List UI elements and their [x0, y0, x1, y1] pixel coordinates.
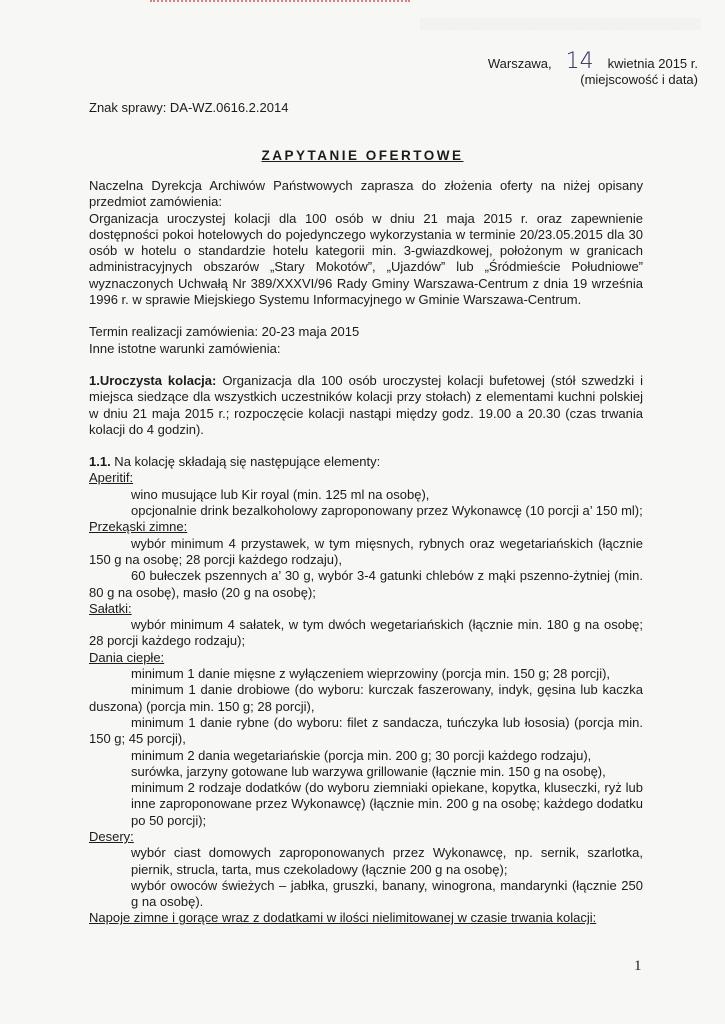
hot-dishes-item-2: [89, 682, 643, 715]
desserts-item-2: wybór owoców świeżych – jabłka, gruszki, banany, winogrona, mandarynki (łącznie 250 g na osobę).: [131, 877, 643, 910]
hot-dishes-item-1-text: minimum 1 danie mięsne z wyłączeniem wieprzowiny (porcja min. 150 g; 28 porcji),: [131, 666, 611, 682]
intro-paragraph-1: Naczelna Dyrekcja Archiwów Państwowych zaprasza do złożenia oferty na niżej opisany przedmiot zamówienia:: [89, 178, 643, 210]
section-1-1-number: 1.1.: [89, 454, 111, 470]
drinks-line: Napoje zimne i gorące wraz z dodatkami w ilości nielimitowanej w czasie trwania kolacji:: [89, 910, 597, 926]
aperitif-item-2-text: opcjonalnie drink bezalkoholowy zaproponowany przez Wykonawcę (10 porcji a’ 150 ml);: [131, 503, 643, 519]
hot-dishes-item-3-text: minimum 1 danie rybne (do wyboru: filet z sandacza, tuńczyka lub łososia) (porcja min. 150 g; 45 porcji),: [89, 714, 643, 747]
hot-dishes-item-5: [89, 764, 643, 780]
hot-dishes-label: Dania ciepłe:: [89, 649, 165, 665]
city: Warszawa,: [487, 56, 552, 71]
salads-item-1-text: wybór minimum 4 sałatek, w tym dwóch wegetariańskich (łącznie min. 180 g na osobę; 28 porcji każdego rodzaju);: [89, 617, 643, 649]
cold-starters-item-1: [89, 536, 643, 569]
bleed-through: ▒▒▒▒▒▒▒▒▒▒▒▒▒▒▒▒▒▒▒▒▒▒▒▒▒▒▒▒▒▒▒▒▒▒▒▒: [420, 18, 701, 30]
case-reference: Znak sprawy: DA-WZ.0616.2.2014: [89, 100, 289, 115]
cold-starters-item-2: [89, 568, 643, 601]
hot-dishes-item-4: [89, 748, 643, 764]
terms-line-2: Inne istotne warunki zamówienia:: [89, 340, 281, 356]
section-1-1-heading: Na kolację składają się następujące elementy:: [110, 454, 381, 470]
document-title: ZAPYTANIE OFERTOWE: [261, 148, 464, 163]
page-number: 1: [634, 958, 642, 974]
desserts-item-1: wybór ciast domowych zaproponowanych przez Wykonawcę, np. sernik, szarlotka, piernik, strucla, tarta, mus czekoladowy (łącznie 200 g na osobę);: [131, 845, 643, 877]
salads-item-1: [89, 617, 643, 650]
salads-label: Sałatki:: [89, 600, 132, 616]
desserts-label: Desery:: [89, 828, 134, 844]
aperitif-item-1: wino musujące lub Kir royal (min. 125 ml na osobę),: [131, 486, 430, 502]
cold-starters-item-1-text: wybór minimum 4 przystawek, w tym mięsnych, rybnych oraz wegetariańskich (łącznie 150 g na osobę; 28 porcji każdego rodzaju),: [89, 535, 643, 567]
handwritten-day: 14: [565, 49, 594, 74]
section-1-1: [89, 454, 643, 470]
document-body: [89, 178, 643, 927]
date-block: [438, 49, 698, 88]
section-1: [89, 373, 643, 438]
intro-paragraph-2: Organizacja uroczystej kolacji dla 100 osób w dniu 21 maja 2015 r. oraz zapewnienie dostępności pokoi hotelowych do pojedynczego wykorzystania w terminie 20/23.05.2015 dla 30 osób w hotelu o standardzie hotelu kategorii min. 3-gwiazdkowej, położonym w granicach administracyjnych obszarów „Stary Mokotów”, „Ujazdów” lub „Śródmieście Południowe” wyznaczonych Uchwałą Nr 389/XXXVI/96 Rady Gminy Warszawa-Centrum z dnia 19 września 1996 r. w sprawie Miejskiego Systemu Informacyjnego w Gminie Warszawa-Centrum.: [89, 210, 643, 308]
hot-dishes-item-4-text: minimum 2 dania wegetariańskie (porcja min. 200 g; 30 porcji każdego rodzaju),: [131, 747, 592, 763]
section-1-text: Organizacja dla 100 osób uroczystej kolacji bufetowej (stół szwedzki i miejsca siedzące dla wszystkich uczestników kolacji przy stołach) z elementami kuchni polskiej w dniu 21 maja 2015 r.; rozpoczęcie kolacji nastąpi między godz. 19.00 a 20.30 (czas trwania kolacji do 4 godzin).: [89, 372, 643, 437]
aperitif-label: Aperitif:: [89, 470, 134, 486]
month-year: kwietnia 2015 r.: [607, 56, 698, 71]
hot-dishes-item-1: [89, 666, 643, 682]
section-1-heading: 1.Uroczysta kolacja:: [89, 372, 217, 388]
hot-dishes-item-3: [89, 715, 643, 748]
cold-starters-label: Przekąski zimne:: [89, 519, 188, 535]
cold-starters-item-2-text: 60 bułeczek pszennych a’ 30 g, wybór 3-4 gatunki chlebów z mąki pszenno-żytniej (min. 80 g na osobę), masło (20 g na osobę);: [89, 568, 643, 600]
terms-line-1: Termin realizacji zamówienia: 20-23 maja 2015: [89, 324, 360, 340]
scan-artifact: [150, 0, 410, 6]
date-caption: (miejscowość i data): [580, 72, 698, 87]
aperitif-item-2: [89, 503, 643, 519]
hot-dishes-item-2-text: minimum 1 danie drobiowe (do wyboru: kurczak faszerowany, indyk, gęsina lub kaczka duszona) (porcja min. 150 g; 28 porcji),: [89, 682, 643, 714]
hot-dishes-item-5-text: surówka, jarzyny gotowane lub warzywa grillowanie (łącznie min. 150 g na osobę),: [131, 763, 606, 779]
hot-dishes-item-6: minimum 2 rodzaje dodatków (do wyboru ziemniaki opiekane, kopytka, kluseczki, ryż lub inne zaproponowane przez Wykonawcę) (łącznie min. 200 g na osobę; każdego dodatku po 50 porcji);: [131, 780, 643, 828]
